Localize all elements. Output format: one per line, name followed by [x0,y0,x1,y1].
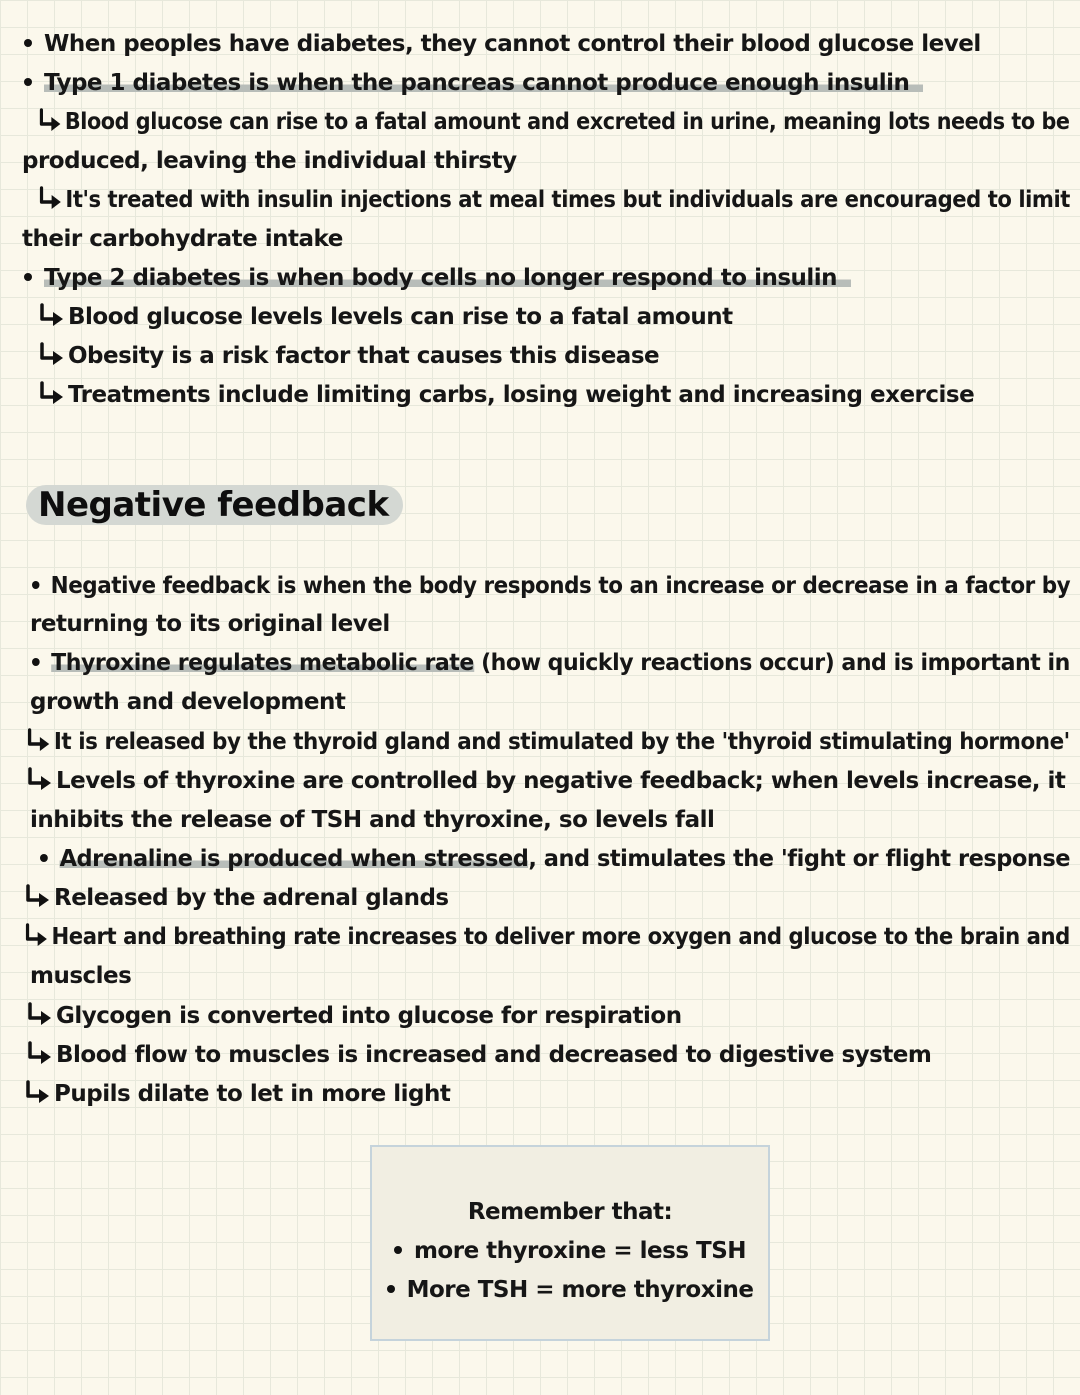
feedback-line-13: Blood flow to muscles is increased and decreased to digestive system [24,1040,931,1070]
diabetes-line-9: Obesity is a risk factor that causes this disease [36,341,659,371]
bullet-dot-icon [32,581,39,589]
feedback-line-4: growth and development [30,689,346,715]
reminder-item-2: More TSH = more thyroxine [372,1275,768,1305]
feedback-line-8: Adrenaline is produced when stressed, and stimulates the 'fight or flight response [40,844,1070,874]
diabetes-line-2 [24,68,923,98]
reminder-box [370,1145,770,1341]
hooked-arrow-icon [24,767,54,793]
reminder-title: Remember that: [467,1199,673,1225]
bullet-dot-icon [24,78,32,86]
feedback-line-10: Heart and breathing rate increases to deliver more oxygen and glucose to the brain and [22,922,1070,952]
hooked-arrow-icon [22,884,52,910]
hooked-arrow-icon [22,923,50,949]
feedback-line-3: Thyroxine regulates metabolic rate (how quickly reactions occur) and is important in [32,648,1070,678]
hooked-arrow-icon [22,1080,52,1106]
highlighted-text: Adrenaline is produced when stressed [59,846,529,872]
feedback-line-11: muscles [30,963,132,989]
hooked-arrow-icon [36,186,64,212]
hooked-arrow-icon [36,381,66,407]
diabetes-line-5: It's treated with insulin injections at meal times but individuals are encouraged to limit [36,185,1070,215]
hooked-arrow-icon [24,1041,54,1067]
bullet-dot-icon [394,1246,402,1254]
bullet-dot-icon [387,1285,395,1293]
highlighted-text: Thyroxine regulates metabolic rate [51,650,474,676]
bullet-dot-icon [40,854,48,862]
hooked-arrow-icon [36,108,63,134]
feedback-line-9: Released by the adrenal glands [22,883,449,913]
diabetes-line-7 [24,263,851,293]
highlighted-text: Type 2 diabetes is when body cells no longer respond to insulin [44,265,851,291]
highlighted-text: Type 1 diabetes is when the pancreas cannot produce enough insulin [44,70,923,96]
feedback-line-14: Pupils dilate to let in more light [22,1079,450,1109]
diabetes-line-3: Blood glucose can rise to a fatal amount and excreted in urine, meaning lots needs to be [36,107,1070,137]
bullet-dot-icon [24,273,32,281]
feedback-line-1: Negative feedback is when the body responds to an increase or decrease in a factor by [32,571,1070,601]
feedback-line-6: Levels of thyroxine are controlled by negative feedback; when levels increase, it [24,766,1065,796]
bullet-dot-icon [32,658,40,666]
hooked-arrow-icon [36,303,66,329]
diabetes-line-4: produced, leaving the individual thirsty [22,148,517,174]
hooked-arrow-icon [24,1002,54,1028]
feedback-line-12: Glycogen is converted into glucose for respiration [24,1001,682,1031]
hooked-arrow-icon [24,728,52,754]
bullet-dot-icon [24,39,32,47]
feedback-line-2: returning to its original level [30,611,390,637]
diabetes-line-8: Blood glucose levels levels can rise to a fatal amount [36,302,733,332]
diabetes-line-10: Treatments include limiting carbs, losing weight and increasing exercise [36,380,974,410]
hooked-arrow-icon [36,342,66,368]
diabetes-line-6: their carbohydrate intake [22,226,343,252]
reminder-item-1: more thyroxine = less TSH [372,1236,768,1266]
diabetes-line-1: When peoples have diabetes, they cannot control their blood glucose level [24,29,981,59]
section-heading-negative-feedback: Negative feedback [26,485,403,525]
feedback-line-7: inhibits the release of TSH and thyroxine, so levels fall [30,807,715,833]
feedback-line-5: It is released by the thyroid gland and stimulated by the 'thyroid stimulating hormone' [24,727,1070,757]
